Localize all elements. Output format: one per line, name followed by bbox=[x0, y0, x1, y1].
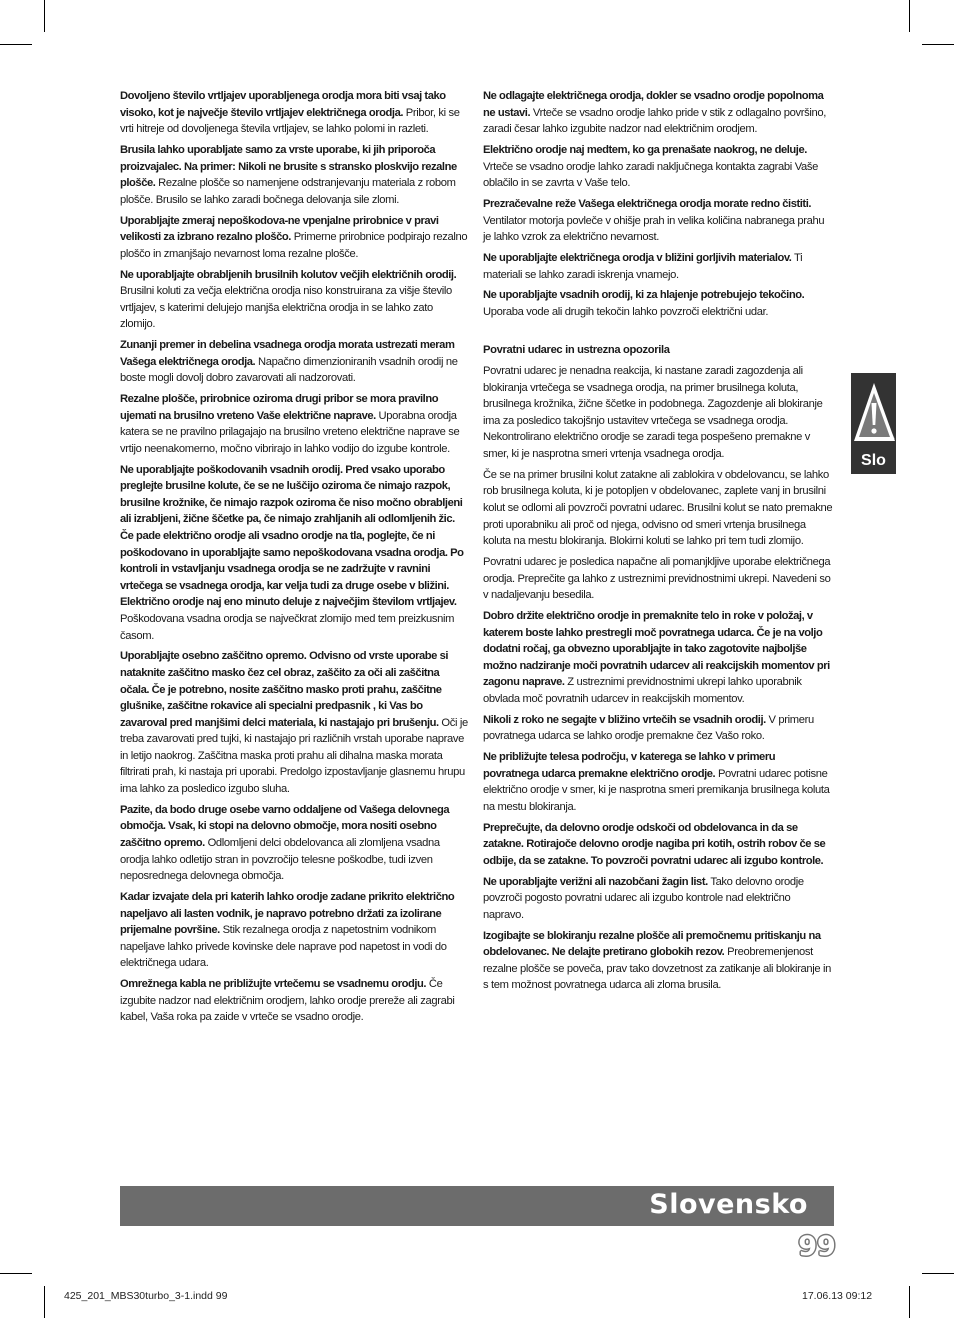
paragraph-body: Z ustreznimi previdnostnimi ukrepi lahko uporabnik obvlada moč povratnih udarcev in reakcijskih momentov. bbox=[483, 676, 802, 705]
crop-mark bbox=[44, 0, 45, 32]
paragraph-body: Poškodovana vsadna orodja se največkrat zlomijo med tem preizkusnim časom. bbox=[120, 612, 455, 642]
paragraph-body: Vrteče se vsadno orodje lahko pride v stik z odlagalno površino, zaradi česar lahko izgubite nadzor nad električnim orodjem. bbox=[483, 106, 826, 136]
paragraph-body: Vrteče se vsadno orodje lahko zaradi naključnega kontakta zagrabi Vaše oblačilo in se zavrta v Vaše telo. bbox=[483, 160, 818, 190]
safety-paragraph bbox=[483, 88, 833, 138]
kickback-paragraph bbox=[483, 749, 833, 815]
safety-paragraph bbox=[483, 287, 833, 320]
paragraph-lead: Uporabljajte zmeraj nepoškodova-ne vpenjalne prirobnice v pravi velikosti za izbrano rezalno ploščo. bbox=[120, 214, 439, 244]
paragraph-body: Oči je treba zavarovati pred tujki, ki nastajajo pri različnih vrstah uporabe naprave in letijo naokrog. Zaščitna maska proti prahu ali dihalna maska morata filtrirati prah, ki nastaja pri uporabi. Predolgo izpostavljanje glasnemu hrupu ima lahko za posledico izgubo sluha. bbox=[120, 716, 468, 796]
paragraph-lead: Dobro držite električno orodje in premaknite telo in roke v položaj, v katerem boste lahko prestregli moč povratnega udarca. Če je na voljo dodatni ročaj, ga obvezno uporabljajte in tako zagotovite najboljše možno nadziranje moči povratnih udarcev ali reakcijskih momentov pri zagonu naprave. bbox=[483, 609, 830, 689]
safety-paragraph bbox=[483, 142, 833, 192]
paragraph-body: Brusilni koluti za večja električna orodja niso konstruirana za višje število vrtljajev, s katerimi delujejo manjša električna orodja in se lahko zato zlomijo. bbox=[120, 285, 452, 331]
section-footer-bar bbox=[120, 1186, 834, 1226]
paragraph-lead: Rezalne plošče, prirobnice oziroma drugi pribor se mora pravilno ujemati na brusilno vreteno Vaše električne naprave. bbox=[120, 393, 439, 422]
kickback-paragraph bbox=[483, 928, 833, 994]
paragraph-lead: Ne uporabljajte električnega orodja v bližini gorljivih materialov. bbox=[483, 251, 792, 264]
paragraph-body: Povratni udarec je posledica napačne ali pomanjkljive uporabe električnega orodja. Preprečite ga lahko z ustreznimi previdnostnimi ukrepi. Navedeni so v nadaljevanju besedila. bbox=[483, 555, 831, 602]
paragraph-body: V primeru povratnega udarca se lahko orodje premakne čez Vašo roko. bbox=[483, 713, 814, 743]
kickback-paragraph bbox=[483, 712, 833, 745]
kickback-paragraph bbox=[483, 554, 833, 604]
paragraph-lead: Kadar izvajate dela pri katerih lahko orodje zadane prikrito električno napeljavo ali lasten vodnik, je napravo potrebno držati za izolirane prijemalne površine. bbox=[120, 891, 455, 937]
paragraph-lead: Ne uporabljajte vsadnih orodij, ki za hlajenje potrebujejo tekočino. bbox=[483, 289, 805, 302]
safety-paragraph bbox=[120, 889, 470, 972]
kickback-paragraph bbox=[483, 608, 833, 708]
paragraph-body: Povratni udarec potisne električno orodje v smer, ki je nasprotna smeri premikanja brusilnega koluta na mestu blokiranja. bbox=[483, 767, 830, 813]
safety-paragraph bbox=[120, 88, 470, 138]
paragraph-body: Ventilator motorja povleče v ohišje prah in velika količina nabranega prahu je lahko vzrok za električno nevarnost. bbox=[483, 214, 825, 244]
paragraph-body: Če izgubite nadzor nad električnim orodjem, lahko orodje prereže ali zagrabi kabel, Vaša roka pa zaide v vrteče se vsadno orodje. bbox=[120, 978, 455, 1024]
safety-paragraph bbox=[120, 976, 470, 1026]
print-slug-datetime: 17.06.13 09:12 bbox=[802, 1290, 873, 1302]
paragraph-lead: Nikoli z roko ne segajte v bližino vrtečih se vsadnih orodij. bbox=[483, 713, 766, 726]
language-label: Slo bbox=[861, 452, 886, 469]
crop-mark bbox=[909, 0, 910, 32]
paragraph-lead: Prezračevalne reže Vašega električnega orodja morate redno čistiti. bbox=[483, 197, 812, 210]
safety-paragraph bbox=[120, 391, 470, 457]
safety-paragraph bbox=[120, 213, 470, 263]
print-slug-file: 425_201_MBS30turbo_3-1.indd 99 bbox=[64, 1290, 228, 1302]
paragraph-body: Odlomljeni delci obdelovanca ali zlomljena vsadna orodja lahko odletijo stran in povzročijo telesne poškodbe, tudi izven neposrednega delovnega območja. bbox=[120, 837, 440, 883]
paragraph-body: Primerne prirobnice podpirajo rezalno ploščo in zmanjšajo nevarnost loma rezalne plošče. bbox=[120, 231, 468, 260]
safety-paragraph bbox=[120, 142, 470, 208]
crop-mark bbox=[0, 1273, 32, 1274]
crop-mark bbox=[44, 1286, 45, 1318]
paragraph-lead: Pazite, da bodo druge osebe varno oddaljene od Vašega delovnega območja. Vsak, ki stopi na delovno območje, mora nositi osebno zaščitno opremo. bbox=[120, 803, 450, 850]
language-tab bbox=[851, 373, 896, 474]
warning-triangle-icon bbox=[851, 379, 896, 445]
crop-mark bbox=[922, 44, 954, 45]
paragraph-body: Tako delovno orodje povzroči pogosto povratni udarec ali izgubo kontrole nad električno napravo. bbox=[483, 875, 804, 921]
safety-paragraph bbox=[120, 337, 470, 387]
section-title: Slovensko bbox=[649, 1189, 808, 1220]
paragraph-lead: Uporabljajte osebno zaščitno opremo. Odvisno od vrste uporabe si nataknite zaščitno masko čez cel obraz, zaščito za oči ali zaščitna očala. Če je potrebno, nosite zaščitno masko proti prahu, zaščitne glušnike, zaščitne rokavice ali specialni predpasnik , ki Vas bo zavaroval pred manjšimi delci materiala, ki nastajajo pri brušenju. bbox=[120, 650, 449, 729]
paragraph-body: Preobremenjenost rezalne plošče se poveča, prav tako dovzetnost za zatikanje ali blokiranje in s tem možnost povratnega udarca ali zloma brusila. bbox=[483, 946, 832, 992]
paragraph-lead: Izogibajte se blokiranju rezalne plošče ali premočnemu pritiskanju na obdelovanec. Ne delajte pretirano globokih rezov. bbox=[483, 929, 821, 959]
paragraph-lead: Ne uporabljajte obrabljenih brusilnih kolutov večjih električnih orodij. bbox=[120, 268, 457, 281]
paragraph-lead: Preprečujte, da delovno orodje odskoči od obdelovanca in da se zatakne. Rotirajoče delovno orodje nagiba pri kotih, ostrih robov če se odbije, da se zatakne. To povzroči povratni udarec ali izgubo kontrole. bbox=[483, 821, 826, 867]
page-number: 99 bbox=[798, 1231, 836, 1262]
paragraph-body: Napačno dimenzioniranih vsadnih orodij ne boste mogli dovolj dobro zavarovati ali nadzorovati. bbox=[120, 355, 458, 385]
paragraph-lead: Električno orodje naj medtem, ko ga prenašate naokrog, ne deluje. bbox=[483, 143, 807, 156]
paragraph-lead: Brusila lahko uporabljate samo za vrste uporabe, ki jih priporoča proizvajalec. Na primer: Nikoli ne brusite s stransko ploskvijo rezalne plošče. bbox=[120, 143, 457, 190]
paragraph-body: Uporabna orodja katera se ne pravilno prilagajajo na brusilno vreteno električne naprave se vrtijo neenakomerno, močno vibrirajo in lahko vodijo do izgube kontrole. bbox=[120, 409, 460, 455]
paragraph-body: Povratni udarec je nenadna reakcija, ki nastane zaradi zagozdenja ali blokiranja vrtečega se vsadnega orodja, na primer brusilnega koluta, brusilnega krožnika, žične ščetke in podobnega. Zagozdenje ali blokiranje ima za posledico takojšnjo ustavitev vrtečega se vsadnega orodja. Nekontrolirano električno orodje se zaradi tega pospešeno premakne v smer, ki je nasprotna smeri vrtenja vsadnega orodja. bbox=[483, 365, 823, 461]
left-text-column bbox=[120, 88, 470, 1030]
paragraph-lead: Zunanji premer in debelina vsadnega orodja morata ustrezati meram Vašega električnega orodja. bbox=[120, 339, 455, 368]
paragraph-body: Ti materiali se lahko zaradi iskrenja vnamejo. bbox=[483, 251, 803, 281]
paragraph-body: Rezalne plošče so namenjene odstranjevanju materiala z robom plošče. Brusilo se lahko zaradi bočnega delovanja sile zlomi. bbox=[120, 177, 456, 206]
safety-paragraph bbox=[120, 648, 470, 797]
safety-paragraph bbox=[120, 802, 470, 885]
kickback-paragraph bbox=[483, 467, 833, 550]
safety-paragraph bbox=[120, 462, 470, 645]
right-text-column bbox=[483, 88, 833, 998]
safety-paragraph bbox=[120, 267, 470, 333]
paragraph-lead: Ne uporabljajte verižni ali nazobčani žagin list. bbox=[483, 875, 708, 888]
paragraph-lead: Ne uporabljajte poškodovanih vsadnih orodij. Pred vsako uporabo preglejte brusilne kolute, če se ne luščijo oziroma če nimajo razpok, brusilne krožnike, če nimajo razpok oziroma če niso močno obrabljeni ali izrabljeni, žične ščetke pa, če nimajo zrahljanih ali odlomljenih žic. Če pade električno orodje ali vsadno orodje na tla, poglejte, če ni poškodovano in uporabljajte samo nepoškodovana vsadna orodja. Po kontroli in vstavljanju vsadnega orodja se ne zadržujte v ravnini vrtečega se vsadnega orodja, kar velja tudi za druge osebe v bližini. Električno orodje naj eno minuto deluje z največjim številom vrtljajev. bbox=[120, 463, 464, 609]
safety-paragraph bbox=[483, 250, 833, 283]
safety-paragraph bbox=[483, 196, 833, 246]
paragraph-lead: Ne odlagajte električnega orodja, dokler se vsadno orodje popolnoma ne ustavi. bbox=[483, 90, 824, 119]
crop-mark bbox=[922, 1273, 954, 1274]
crop-mark bbox=[909, 1286, 910, 1318]
section-heading-kickback: Povratni udarec in ustrezna opozorila bbox=[483, 344, 670, 357]
kickback-paragraph bbox=[483, 363, 833, 463]
paragraph-body: Uporaba vode ali drugih tekočin lahko povzroči električni udar. bbox=[483, 305, 769, 318]
paragraph-lead: Omrežnega kabla ne približujte vrtečemu se vsadnemu orodju. bbox=[120, 978, 427, 991]
kickback-paragraph bbox=[483, 820, 833, 870]
crop-mark bbox=[0, 44, 32, 45]
paragraph-body: Če se na primer brusilni kolut zatakne ali zablokira v obdelovancu, se lahko rob brusilnega koluta, ki je potopljen v obdelovanec, zaplete vanj in brusilni kolut se odlomi ali povzroči povratni udarec. Brusilni kolut se nato premakne proti uporabniku ali proč od njega, odvisno od smeri vrtenja brusilnega koluta na mestu blokiranja. Blokirni koluti se lahko pri tem tudi zlomijo. bbox=[483, 468, 833, 548]
paragraph-lead: Ne približujte telesa področju, v katerega se lahko v primeru povratnega udarca premakne električno orodje. bbox=[483, 751, 776, 780]
paragraph-body: Pribor, ki se vrti hitreje od dovoljenega števila vrtljajev, se lahko polomi in razleti. bbox=[120, 106, 460, 136]
paragraph-lead: Dovoljeno število vrtljajev uporabljenega orodja mora biti vsaj tako visoko, kot je največje število vrtljajev električnega orodja. bbox=[120, 90, 446, 119]
paragraph-body: Stik rezalnega orodja z napetostnim vodnikom napeljave lahko privede kovinske dele naprave pod napetost in vodi do električnega udara. bbox=[120, 924, 447, 970]
kickback-paragraph bbox=[483, 874, 833, 924]
